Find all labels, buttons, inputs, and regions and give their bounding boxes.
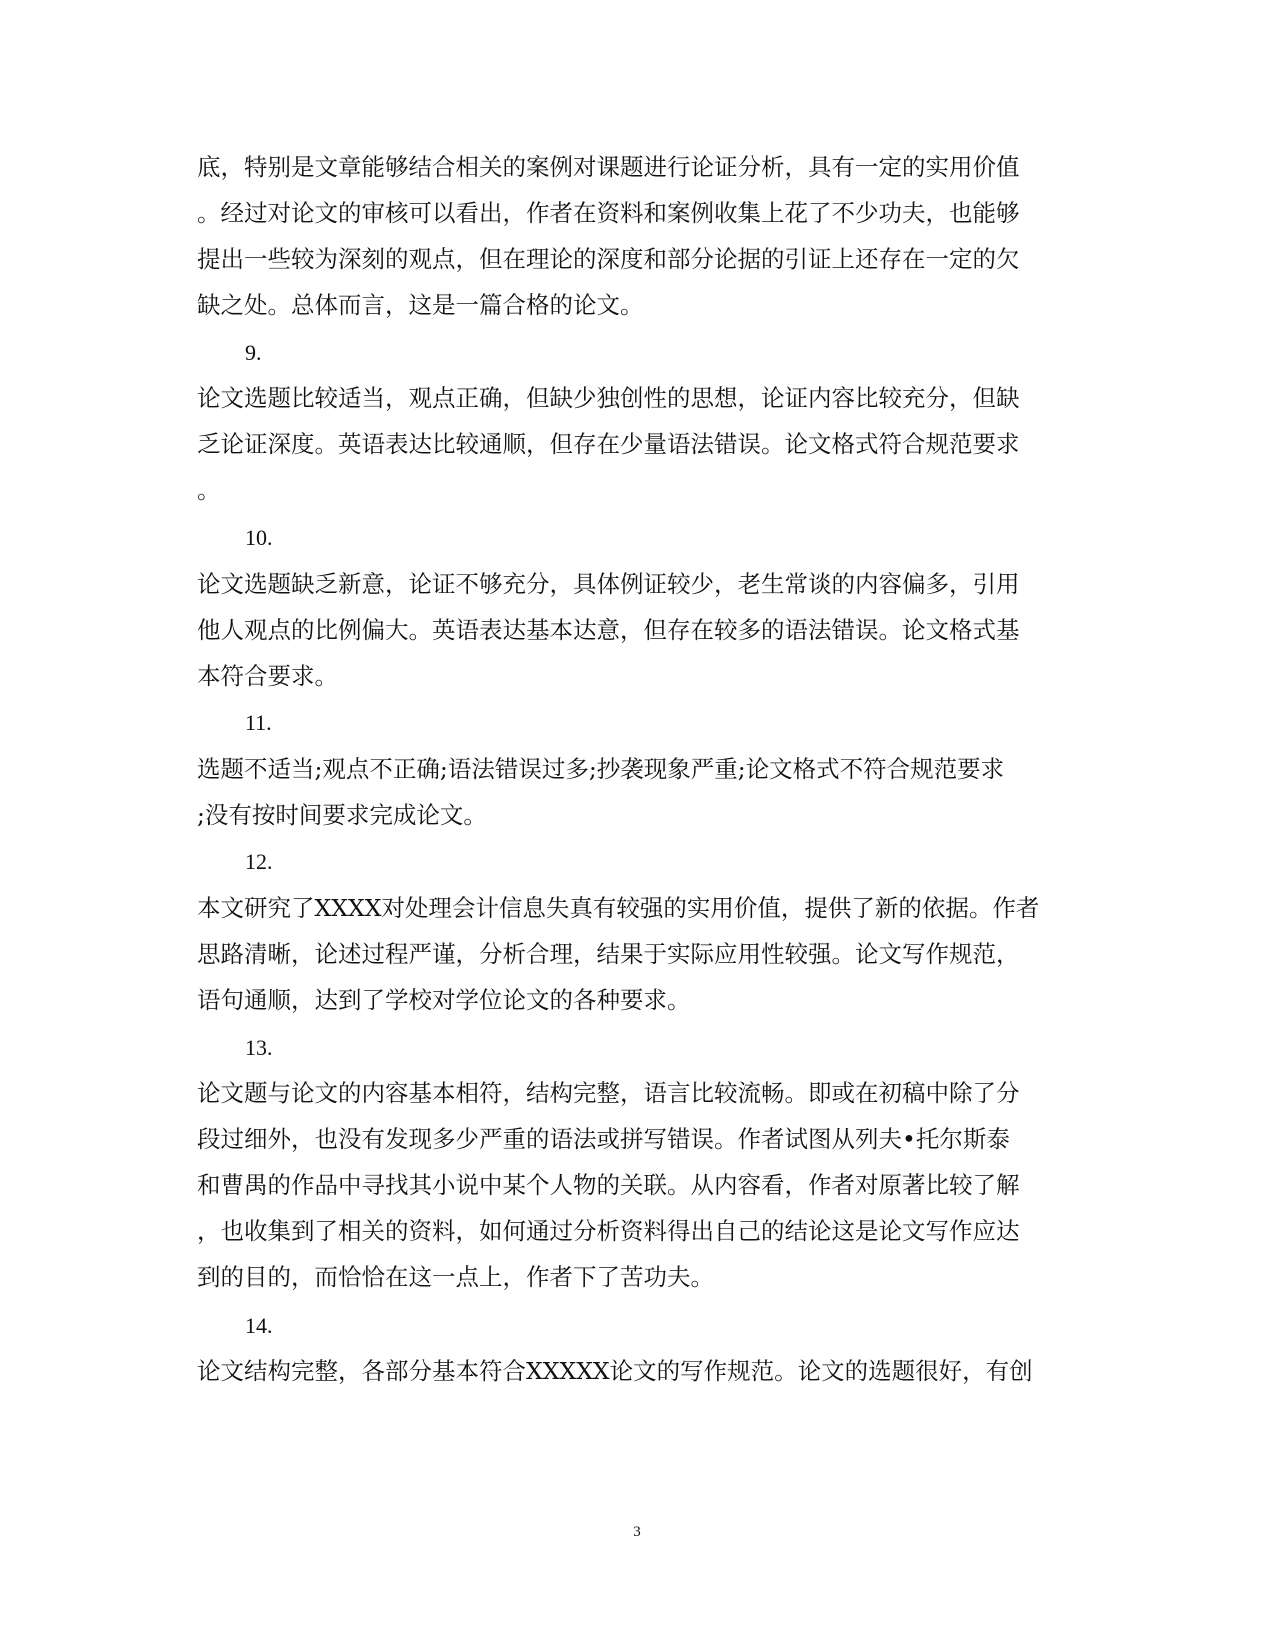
paragraph-line: 选题不适当;观点不正确;语法错误过多;抄袭现象严重;论文格式不符合规范要求 [197,755,1005,783]
paragraph-line: 和曹禺的作品中寻找其小说中某个人物的关联。从内容看，作者对原著比较了解 [197,1171,1020,1199]
paragraph-line: 乏论证深度。英语表达比较通顺，但存在少量语法错误。论文格式符合规范要求 [197,430,1020,458]
paragraph-line: 思路清晰，论述过程严谨，分析合理，结果于实际应用性较强。论文写作规范， [197,940,1020,968]
item-number: 13. [245,1035,273,1060]
paragraph-line: 本文研究了XXXX对处理会计信息失真有较强的实用价值，提供了新的依据。作者 [197,894,1040,922]
paragraph-line: 语句通顺，达到了学校对学位论文的各种要求。 [197,986,691,1014]
paragraph-line: 缺之处。总体而言，这是一篇合格的论文。 [197,291,644,319]
item-number: 12. [245,849,273,874]
paragraph-line: 底，特别是文章能够结合相关的案例对课题进行论证分析，具有一定的实用价值 [197,153,1020,181]
paragraph-line: 。 [197,476,221,504]
paragraph-line: 提出一些较为深刻的观点，但在理论的深度和部分论据的引证上还存在一定的欠 [197,245,1020,273]
item-number: 14. [245,1313,273,1338]
paragraph-line: 论文结构完整，各部分基本符合XXXXX论文的写作规范。论文的选题很好，有创 [197,1357,1033,1385]
item-number: 11. [245,710,272,735]
paragraph-line: 他人观点的比例偏大。英语表达基本达意，但存在较多的语法错误。论文格式基 [197,616,1020,644]
page-number: 3 [633,1524,641,1540]
paragraph-line: 到的目的，而恰恰在这一点上，作者下了苦功夫。 [197,1263,714,1291]
paragraph-line: 论文选题缺乏新意，论证不够充分，具体例证较少，老生常谈的内容偏多，引用 [197,570,1020,598]
item-number: 10. [245,525,273,550]
paragraph-line: 论文题与论文的内容基本相符，结构完整，语言比较流畅。即或在初稿中除了分 [197,1079,1020,1107]
paragraph-line: 。经过对论文的审核可以看出，作者在资料和案例收集上花了不少功夫，也能够 [197,199,1020,227]
paragraph-line: 本符合要求。 [197,662,338,690]
paragraph-line: ;没有按时间要求完成论文。 [197,801,487,829]
paragraph-line: ，也收集到了相关的资料，如何通过分析资料得出自己的结论这是论文写作应达 [197,1217,1020,1245]
paragraph-line: 论文选题比较适当，观点正确，但缺少独创性的思想，论证内容比较充分，但缺 [197,384,1020,412]
item-number: 9. [245,340,262,365]
paragraph-line: 段过细外，也没有发现多少严重的语法或拼写错误。作者试图从列夫•托尔斯泰 [197,1125,1010,1153]
